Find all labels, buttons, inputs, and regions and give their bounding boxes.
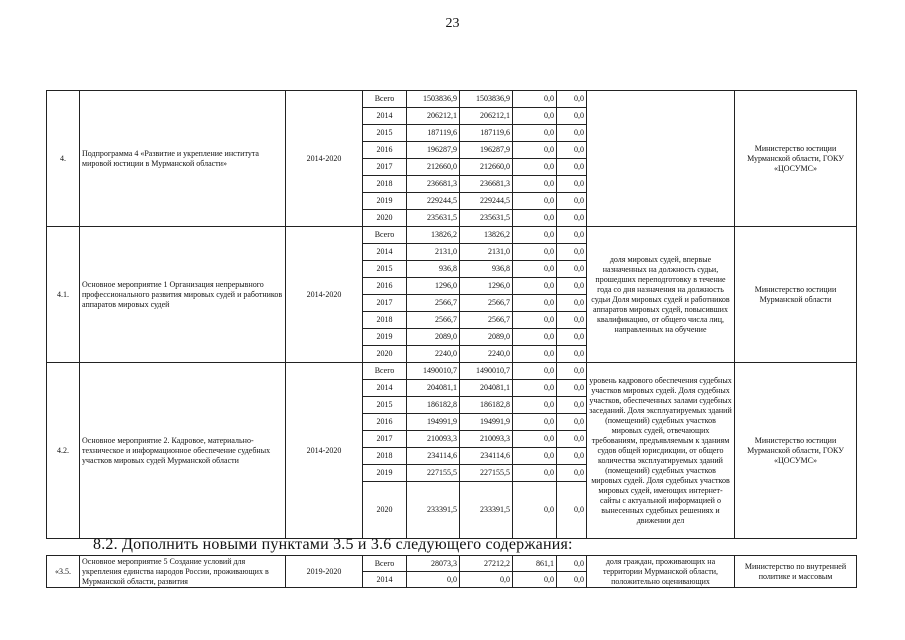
- indicator-cell: доля мировых судей, впервые назначенных на должность судьи, прошедших переподготовку в течение года со дня назначения на должность судьи Доля мировых судей и работников аппаратов мировых судей, повысивших квалификацию, от общего числа лиц, направленных на обучение: [587, 227, 735, 363]
- other-sources-cell: 0,0: [557, 176, 587, 193]
- item-period: 2014-2020: [286, 227, 363, 363]
- year-cell: 2019: [363, 193, 407, 210]
- responsible-cell: Министерство юстиции Мурманской области, ГОКУ «ЦОСУМС»: [735, 91, 857, 227]
- other-sources-cell: 0,0: [557, 210, 587, 227]
- regional-budget-cell: 2089,0: [460, 329, 513, 346]
- other-sources-cell: 0,0: [557, 108, 587, 125]
- year-cell: 2019: [363, 329, 407, 346]
- indicator-cell: доля граждан, проживающих на территории Мурманской области, положительно оценивающих: [587, 556, 735, 588]
- total-cell: 194991,9: [407, 414, 460, 431]
- total-cell: 233391,5: [407, 482, 460, 539]
- total-cell: 0,0: [407, 572, 460, 588]
- federal-budget-cell: 0,0: [513, 397, 557, 414]
- responsible-cell: Министерство по внутренней политике и массовым: [735, 556, 857, 588]
- year-cell: 2016: [363, 414, 407, 431]
- total-cell: 229244,5: [407, 193, 460, 210]
- year-cell: 2015: [363, 125, 407, 142]
- table-row: [47, 556, 857, 572]
- total-cell: 28073,3: [407, 556, 460, 572]
- regional-budget-cell: 1490010,7: [460, 363, 513, 380]
- section-heading: 8.2. Дополнить новыми пунктами 3.5 и 3.6 следующего содержания:: [93, 536, 573, 553]
- total-cell: 235631,5: [407, 210, 460, 227]
- regional-budget-cell: 1503836,9: [460, 91, 513, 108]
- total-cell: 186182,8: [407, 397, 460, 414]
- year-cell: 2018: [363, 312, 407, 329]
- regional-budget-cell: 1296,0: [460, 278, 513, 295]
- total-cell: 212660,0: [407, 159, 460, 176]
- regional-budget-cell: 2240,0: [460, 346, 513, 363]
- total-cell: 1296,0: [407, 278, 460, 295]
- total-cell: 236681,3: [407, 176, 460, 193]
- federal-budget-cell: 0,0: [513, 91, 557, 108]
- regional-budget-cell: 235631,5: [460, 210, 513, 227]
- regional-budget-cell: 2131,0: [460, 244, 513, 261]
- regional-budget-cell: 13826,2: [460, 227, 513, 244]
- item-number: 4.2.: [47, 363, 80, 539]
- item-period: 2014-2020: [286, 91, 363, 227]
- federal-budget-cell: 0,0: [513, 278, 557, 295]
- regional-budget-cell: 2566,7: [460, 295, 513, 312]
- federal-budget-cell: 0,0: [513, 414, 557, 431]
- total-cell: 2131,0: [407, 244, 460, 261]
- responsible-cell: Министерство юстиции Мурманской области: [735, 227, 857, 363]
- federal-budget-cell: 0,0: [513, 244, 557, 261]
- regional-budget-cell: 206212,1: [460, 108, 513, 125]
- program-table: [46, 90, 857, 539]
- regional-budget-cell: 210093,3: [460, 431, 513, 448]
- year-cell: 2018: [363, 176, 407, 193]
- federal-budget-cell: 0,0: [513, 261, 557, 278]
- total-cell: 1490010,7: [407, 363, 460, 380]
- year-cell: 2017: [363, 431, 407, 448]
- other-sources-cell: 0,0: [557, 312, 587, 329]
- regional-budget-cell: 187119,6: [460, 125, 513, 142]
- year-cell: 2015: [363, 261, 407, 278]
- year-cell: 2017: [363, 159, 407, 176]
- other-sources-cell: 0,0: [557, 142, 587, 159]
- other-sources-cell: 0,0: [557, 556, 587, 572]
- year-cell: 2016: [363, 142, 407, 159]
- federal-budget-cell: 0,0: [513, 465, 557, 482]
- other-sources-cell: 0,0: [557, 227, 587, 244]
- item-number: 4.1.: [47, 227, 80, 363]
- table-row: [47, 363, 857, 380]
- total-cell: 1503836,9: [407, 91, 460, 108]
- other-sources-cell: 0,0: [557, 380, 587, 397]
- federal-budget-cell: 861,1: [513, 556, 557, 572]
- regional-budget-cell: 2566,7: [460, 312, 513, 329]
- federal-budget-cell: 0,0: [513, 346, 557, 363]
- regional-budget-cell: 233391,5: [460, 482, 513, 539]
- other-sources-cell: 0,0: [557, 397, 587, 414]
- federal-budget-cell: 0,0: [513, 329, 557, 346]
- year-cell: 2014: [363, 380, 407, 397]
- year-cell: Всего: [363, 91, 407, 108]
- year-cell: 2014: [363, 572, 407, 588]
- regional-budget-cell: 194991,9: [460, 414, 513, 431]
- year-cell: Всего: [363, 556, 407, 572]
- federal-budget-cell: 0,0: [513, 159, 557, 176]
- total-cell: 196287,9: [407, 142, 460, 159]
- year-cell: 2018: [363, 448, 407, 465]
- other-sources-cell: 0,0: [557, 91, 587, 108]
- total-cell: 187119,6: [407, 125, 460, 142]
- responsible-cell: Министерство юстиции Мурманской области, ГОКУ «ЦОСУМС»: [735, 363, 857, 539]
- other-sources-cell: 0,0: [557, 482, 587, 539]
- federal-budget-cell: 0,0: [513, 572, 557, 588]
- item-name: Основное мероприятие 2. Кадровое, материально-техническое и информационное обеспечение судебных участков мировых судей Мурманской области: [80, 363, 286, 539]
- year-cell: 2020: [363, 346, 407, 363]
- total-cell: 13826,2: [407, 227, 460, 244]
- regional-budget-cell: 27212,2: [460, 556, 513, 572]
- year-cell: 2019: [363, 465, 407, 482]
- year-cell: Всего: [363, 363, 407, 380]
- regional-budget-cell: 227155,5: [460, 465, 513, 482]
- year-cell: 2014: [363, 244, 407, 261]
- total-cell: 2566,7: [407, 295, 460, 312]
- total-cell: 227155,5: [407, 465, 460, 482]
- federal-budget-cell: 0,0: [513, 142, 557, 159]
- regional-budget-cell: 234114,6: [460, 448, 513, 465]
- indicator-cell: уровень кадрового обеспечения судебных участков мировых судей. Доля судебных участков, обеспеченных залами судебных заседаний. Доля эксплуатируемых зданий (помещений) судебных участков мировых судей, отвечающих требованиям, предъявляемым к зданиям судов общей юрисдикции, от общего количества эксплуатируемых зданий (помещений) судебных участков мировых судей. Доля судебных участков мировых судей, имеющих интернет-сайты с актуальной информацией о вынесенных судебных решениях и движении дел: [587, 363, 735, 539]
- total-cell: 204081,1: [407, 380, 460, 397]
- year-cell: Всего: [363, 227, 407, 244]
- year-cell: 2017: [363, 295, 407, 312]
- total-cell: 2240,0: [407, 346, 460, 363]
- other-sources-cell: 0,0: [557, 414, 587, 431]
- regional-budget-cell: 186182,8: [460, 397, 513, 414]
- other-sources-cell: 0,0: [557, 193, 587, 210]
- other-sources-cell: 0,0: [557, 125, 587, 142]
- other-sources-cell: 0,0: [557, 329, 587, 346]
- year-cell: 2016: [363, 278, 407, 295]
- other-sources-cell: 0,0: [557, 363, 587, 380]
- year-cell: 2014: [363, 108, 407, 125]
- regional-budget-cell: 936,8: [460, 261, 513, 278]
- other-sources-cell: 0,0: [557, 261, 587, 278]
- page-number: 23: [445, 16, 460, 31]
- table-row: [47, 227, 857, 244]
- federal-budget-cell: 0,0: [513, 448, 557, 465]
- other-sources-cell: 0,0: [557, 431, 587, 448]
- federal-budget-cell: 0,0: [513, 295, 557, 312]
- item-period: 2019-2020: [286, 556, 363, 588]
- total-cell: 234114,6: [407, 448, 460, 465]
- other-sources-cell: 0,0: [557, 278, 587, 295]
- item-name: Основное мероприятие 5 Создание условий для укрепления единства народов России, проживающих в Мурманской области, развития: [80, 556, 286, 588]
- item-period: 2014-2020: [286, 363, 363, 539]
- federal-budget-cell: 0,0: [513, 312, 557, 329]
- other-sources-cell: 0,0: [557, 465, 587, 482]
- table-row: [47, 91, 857, 108]
- item-name: Подпрограмма 4 «Развитие и укрепление института мировой юстиции в Мурманской области»: [80, 91, 286, 227]
- federal-budget-cell: 0,0: [513, 108, 557, 125]
- addition-table: [46, 555, 857, 588]
- total-cell: 210093,3: [407, 431, 460, 448]
- federal-budget-cell: 0,0: [513, 227, 557, 244]
- federal-budget-cell: 0,0: [513, 363, 557, 380]
- total-cell: 2089,0: [407, 329, 460, 346]
- regional-budget-cell: 204081,1: [460, 380, 513, 397]
- federal-budget-cell: 0,0: [513, 210, 557, 227]
- year-cell: 2015: [363, 397, 407, 414]
- item-number: 4.: [47, 91, 80, 227]
- federal-budget-cell: 0,0: [513, 431, 557, 448]
- federal-budget-cell: 0,0: [513, 193, 557, 210]
- item-number: «3.5.: [47, 556, 80, 588]
- regional-budget-cell: 229244,5: [460, 193, 513, 210]
- other-sources-cell: 0,0: [557, 295, 587, 312]
- regional-budget-cell: 236681,3: [460, 176, 513, 193]
- total-cell: 2566,7: [407, 312, 460, 329]
- total-cell: 936,8: [407, 261, 460, 278]
- federal-budget-cell: 0,0: [513, 176, 557, 193]
- regional-budget-cell: 196287,9: [460, 142, 513, 159]
- federal-budget-cell: 0,0: [513, 125, 557, 142]
- other-sources-cell: 0,0: [557, 159, 587, 176]
- total-cell: 206212,1: [407, 108, 460, 125]
- federal-budget-cell: 0,0: [513, 380, 557, 397]
- other-sources-cell: 0,0: [557, 448, 587, 465]
- regional-budget-cell: 0,0: [460, 572, 513, 588]
- other-sources-cell: 0,0: [557, 346, 587, 363]
- regional-budget-cell: 212660,0: [460, 159, 513, 176]
- item-name: Основное мероприятие 1 Организация непрерывного профессионального развития мировых судей и работников аппаратов мировых судей: [80, 227, 286, 363]
- other-sources-cell: 0,0: [557, 572, 587, 588]
- indicator-cell: [587, 91, 735, 227]
- year-cell: 2020: [363, 210, 407, 227]
- other-sources-cell: 0,0: [557, 244, 587, 261]
- federal-budget-cell: 0,0: [513, 482, 557, 539]
- year-cell: 2020: [363, 482, 407, 539]
